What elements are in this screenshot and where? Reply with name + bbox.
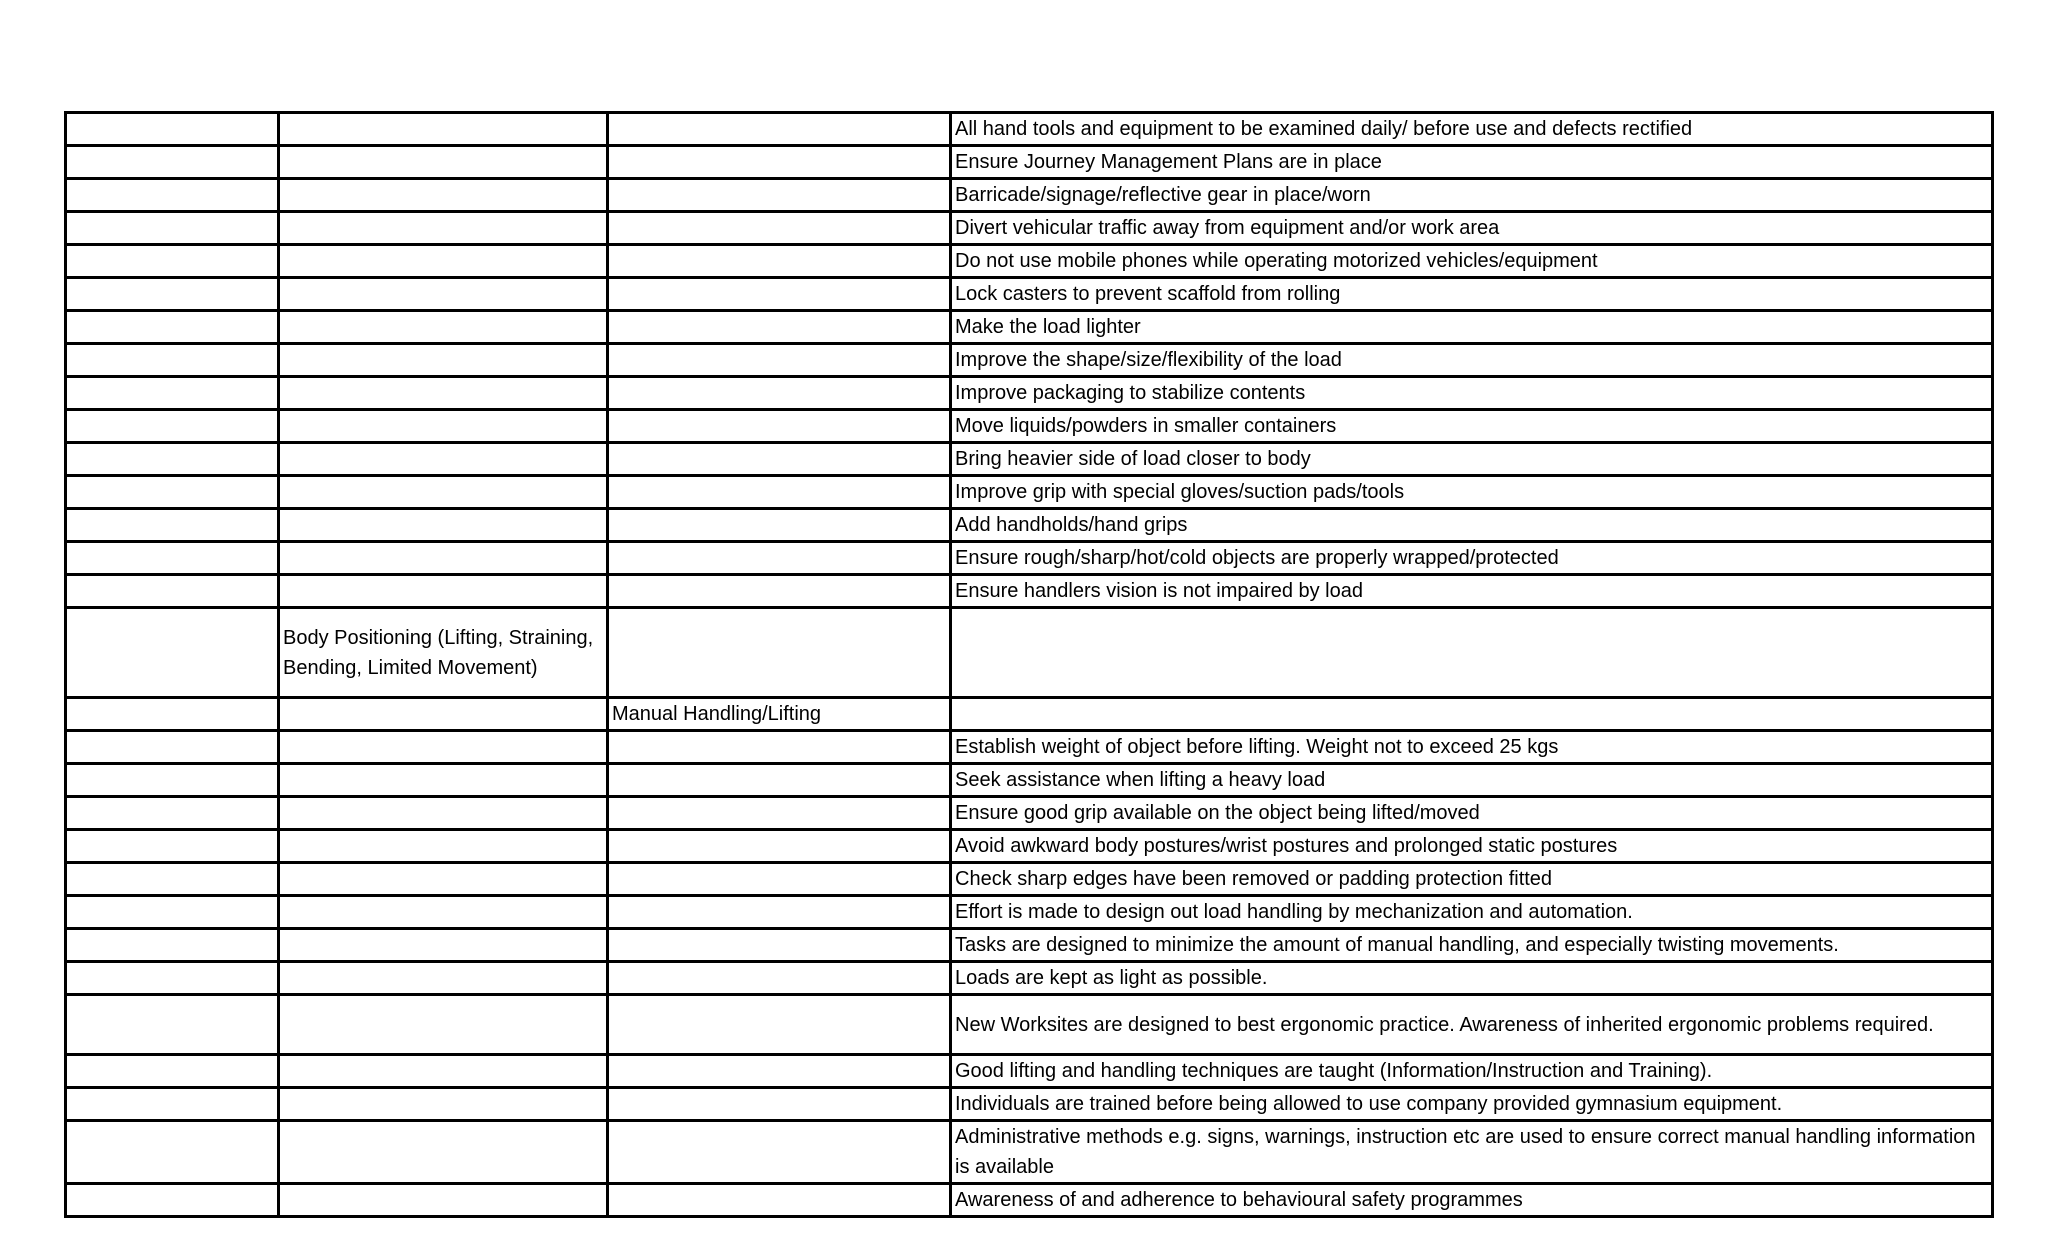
table-cell[interactable] bbox=[279, 1184, 608, 1217]
control-measure-cell[interactable]: Make the load lighter bbox=[951, 311, 1993, 344]
table-cell[interactable] bbox=[608, 995, 951, 1055]
table-cell[interactable] bbox=[279, 1055, 608, 1088]
table-cell[interactable] bbox=[279, 1088, 608, 1121]
risk-controls-table bbox=[64, 111, 1994, 1218]
table-cell[interactable] bbox=[608, 410, 951, 443]
control-measure-cell[interactable] bbox=[951, 608, 1993, 698]
table-cell[interactable] bbox=[66, 212, 279, 245]
control-measure-cell[interactable]: Improve packaging to stabilize contents bbox=[951, 377, 1993, 410]
control-measure-cell[interactable]: Establish weight of object before lifting. Weight not to exceed 25 kgs bbox=[951, 731, 1993, 764]
table-cell[interactable] bbox=[66, 113, 279, 146]
control-measure-cell[interactable]: Individuals are trained before being allowed to use company provided gymnasium equipment. bbox=[951, 1088, 1993, 1121]
control-measure-cell[interactable]: Avoid awkward body postures/wrist postures and prolonged static postures bbox=[951, 830, 1993, 863]
table-cell[interactable] bbox=[66, 863, 279, 896]
table-cell[interactable] bbox=[279, 731, 608, 764]
control-measure-cell[interactable]: Ensure Journey Management Plans are in place bbox=[951, 146, 1993, 179]
table-cell[interactable] bbox=[279, 764, 608, 797]
table-cell[interactable] bbox=[279, 995, 608, 1055]
table-cell[interactable] bbox=[279, 476, 608, 509]
table-row bbox=[66, 443, 1993, 476]
table-row bbox=[66, 113, 1993, 146]
hazard-cell[interactable]: Manual Handling/Lifting bbox=[608, 698, 951, 731]
table-cell[interactable] bbox=[279, 929, 608, 962]
table-cell[interactable] bbox=[66, 377, 279, 410]
table-cell[interactable] bbox=[608, 476, 951, 509]
table-cell[interactable] bbox=[279, 797, 608, 830]
control-measure-cell[interactable]: Awareness of and adherence to behavioural safety programmes bbox=[951, 1184, 1993, 1217]
table-row bbox=[66, 731, 1993, 764]
control-measure-cell[interactable]: New Worksites are designed to best ergonomic practice. Awareness of inherited ergonomic problems required. bbox=[951, 995, 1993, 1055]
control-measure-cell[interactable]: Ensure good grip available on the object being lifted/moved bbox=[951, 797, 1993, 830]
table-cell[interactable] bbox=[608, 542, 951, 575]
table-row bbox=[66, 929, 1993, 962]
table-cell[interactable] bbox=[279, 1121, 608, 1184]
table-cell[interactable] bbox=[608, 797, 951, 830]
table-cell[interactable] bbox=[608, 179, 951, 212]
table-cell[interactable] bbox=[66, 995, 279, 1055]
table-cell[interactable] bbox=[279, 962, 608, 995]
table-cell[interactable] bbox=[66, 1184, 279, 1217]
control-measure-cell[interactable]: Add handholds/hand grips bbox=[951, 509, 1993, 542]
table-cell[interactable] bbox=[279, 830, 608, 863]
table-cell[interactable] bbox=[608, 929, 951, 962]
table-cell[interactable] bbox=[66, 278, 279, 311]
table-cell[interactable] bbox=[66, 698, 279, 731]
table-row bbox=[66, 476, 1993, 509]
table-cell[interactable] bbox=[279, 377, 608, 410]
table-cell[interactable] bbox=[608, 113, 951, 146]
table-cell[interactable] bbox=[279, 212, 608, 245]
table-cell[interactable] bbox=[66, 509, 279, 542]
control-measure-cell[interactable] bbox=[951, 698, 1993, 731]
table-cell[interactable] bbox=[608, 962, 951, 995]
table-body bbox=[66, 113, 1993, 1217]
table-row bbox=[66, 698, 1993, 731]
table-row bbox=[66, 995, 1993, 1055]
table-row bbox=[66, 212, 1993, 245]
table-cell[interactable] bbox=[608, 212, 951, 245]
table-cell[interactable] bbox=[608, 377, 951, 410]
table-cell[interactable] bbox=[608, 863, 951, 896]
table-row bbox=[66, 146, 1993, 179]
control-measure-cell[interactable]: All hand tools and equipment to be examined daily/ before use and defects rectified bbox=[951, 113, 1993, 146]
table-cell[interactable] bbox=[279, 278, 608, 311]
table-cell[interactable] bbox=[279, 311, 608, 344]
table-row bbox=[66, 764, 1993, 797]
table-cell[interactable] bbox=[279, 443, 608, 476]
table-cell[interactable] bbox=[66, 443, 279, 476]
table-row bbox=[66, 575, 1993, 608]
control-measure-cell[interactable]: Ensure handlers vision is not impaired by load bbox=[951, 575, 1993, 608]
table-cell[interactable] bbox=[279, 896, 608, 929]
control-measure-cell[interactable]: Lock casters to prevent scaffold from rolling bbox=[951, 278, 1993, 311]
table-cell[interactable] bbox=[66, 410, 279, 443]
table-cell[interactable] bbox=[608, 278, 951, 311]
control-measure-cell[interactable]: Check sharp edges have been removed or padding protection fitted bbox=[951, 863, 1993, 896]
table-cell[interactable] bbox=[608, 830, 951, 863]
table-cell[interactable] bbox=[608, 608, 951, 698]
table-row bbox=[66, 410, 1993, 443]
table-row bbox=[66, 608, 1993, 698]
hazard-category-cell[interactable]: Body Positioning (Lifting, Straining, Bending, Limited Movement) bbox=[279, 608, 608, 698]
table-row bbox=[66, 1055, 1993, 1088]
control-measure-cell[interactable]: Do not use mobile phones while operating motorized vehicles/equipment bbox=[951, 245, 1993, 278]
control-measure-cell[interactable]: Good lifting and handling techniques are taught (Information/Instruction and Training). bbox=[951, 1055, 1993, 1088]
table-cell[interactable] bbox=[279, 863, 608, 896]
table-cell[interactable] bbox=[608, 896, 951, 929]
table-cell[interactable] bbox=[66, 179, 279, 212]
table-cell[interactable] bbox=[279, 146, 608, 179]
control-measure-cell[interactable]: Administrative methods e.g. signs, warnings, instruction etc are used to ensure correct manual handling information is available bbox=[951, 1121, 1993, 1184]
table-cell[interactable] bbox=[66, 731, 279, 764]
table-cell[interactable] bbox=[608, 1184, 951, 1217]
table-row bbox=[66, 245, 1993, 278]
control-measure-cell[interactable]: Bring heavier side of load closer to body bbox=[951, 443, 1993, 476]
table-row bbox=[66, 863, 1993, 896]
table-cell[interactable] bbox=[66, 542, 279, 575]
table-cell[interactable] bbox=[608, 443, 951, 476]
table-cell[interactable] bbox=[608, 764, 951, 797]
table-cell[interactable] bbox=[279, 410, 608, 443]
control-measure-cell[interactable]: Move liquids/powders in smaller containers bbox=[951, 410, 1993, 443]
table-cell[interactable] bbox=[66, 311, 279, 344]
control-measure-cell[interactable]: Improve grip with special gloves/suction pads/tools bbox=[951, 476, 1993, 509]
table-row bbox=[66, 311, 1993, 344]
table-cell[interactable] bbox=[279, 698, 608, 731]
table-cell[interactable] bbox=[66, 1055, 279, 1088]
table-cell[interactable] bbox=[66, 896, 279, 929]
table-cell[interactable] bbox=[66, 797, 279, 830]
table-cell[interactable] bbox=[66, 608, 279, 698]
table-cell[interactable] bbox=[66, 146, 279, 179]
control-measure-cell[interactable]: Seek assistance when lifting a heavy load bbox=[951, 764, 1993, 797]
control-measure-cell[interactable]: Loads are kept as light as possible. bbox=[951, 962, 1993, 995]
table-cell[interactable] bbox=[608, 575, 951, 608]
table-cell[interactable] bbox=[279, 509, 608, 542]
control-measure-cell[interactable]: Effort is made to design out load handling by mechanization and automation. bbox=[951, 896, 1993, 929]
table-cell[interactable] bbox=[66, 245, 279, 278]
table-cell[interactable] bbox=[279, 113, 608, 146]
table-row bbox=[66, 797, 1993, 830]
table-cell[interactable] bbox=[608, 1055, 951, 1088]
table-cell[interactable] bbox=[66, 575, 279, 608]
table-row bbox=[66, 896, 1993, 929]
table-cell[interactable] bbox=[279, 179, 608, 212]
table-cell[interactable] bbox=[608, 344, 951, 377]
control-measure-cell[interactable]: Divert vehicular traffic away from equipment and/or work area bbox=[951, 212, 1993, 245]
table-cell[interactable] bbox=[66, 476, 279, 509]
table-cell[interactable] bbox=[66, 344, 279, 377]
table-cell[interactable] bbox=[66, 962, 279, 995]
table-cell[interactable] bbox=[608, 1088, 951, 1121]
control-measure-cell[interactable]: Ensure rough/sharp/hot/cold objects are properly wrapped/protected bbox=[951, 542, 1993, 575]
table-row bbox=[66, 1184, 1993, 1217]
table-row bbox=[66, 962, 1993, 995]
table-row bbox=[66, 344, 1993, 377]
table-cell[interactable] bbox=[66, 1088, 279, 1121]
table-row bbox=[66, 830, 1993, 863]
table-cell[interactable] bbox=[608, 311, 951, 344]
table-cell[interactable] bbox=[66, 830, 279, 863]
table-cell[interactable] bbox=[608, 731, 951, 764]
table-cell[interactable] bbox=[279, 245, 608, 278]
table-row bbox=[66, 278, 1993, 311]
table-cell[interactable] bbox=[66, 929, 279, 962]
control-measure-cell[interactable]: Tasks are designed to minimize the amount of manual handling, and especially twisting movements. bbox=[951, 929, 1993, 962]
table-row bbox=[66, 1088, 1993, 1121]
table-cell[interactable] bbox=[66, 764, 279, 797]
table-row bbox=[66, 377, 1993, 410]
table-cell[interactable] bbox=[279, 542, 608, 575]
table-cell[interactable] bbox=[279, 344, 608, 377]
table-row bbox=[66, 542, 1993, 575]
table-cell[interactable] bbox=[279, 575, 608, 608]
table-cell[interactable] bbox=[608, 245, 951, 278]
table-cell[interactable] bbox=[608, 1121, 951, 1184]
table-cell[interactable] bbox=[66, 1121, 279, 1184]
control-measure-cell[interactable]: Barricade/signage/reflective gear in place/worn bbox=[951, 179, 1993, 212]
table-cell[interactable] bbox=[608, 509, 951, 542]
table-row bbox=[66, 1121, 1993, 1184]
table-cell[interactable] bbox=[608, 146, 951, 179]
table-row bbox=[66, 509, 1993, 542]
table-row bbox=[66, 179, 1993, 212]
control-measure-cell[interactable]: Improve the shape/size/flexibility of the load bbox=[951, 344, 1993, 377]
